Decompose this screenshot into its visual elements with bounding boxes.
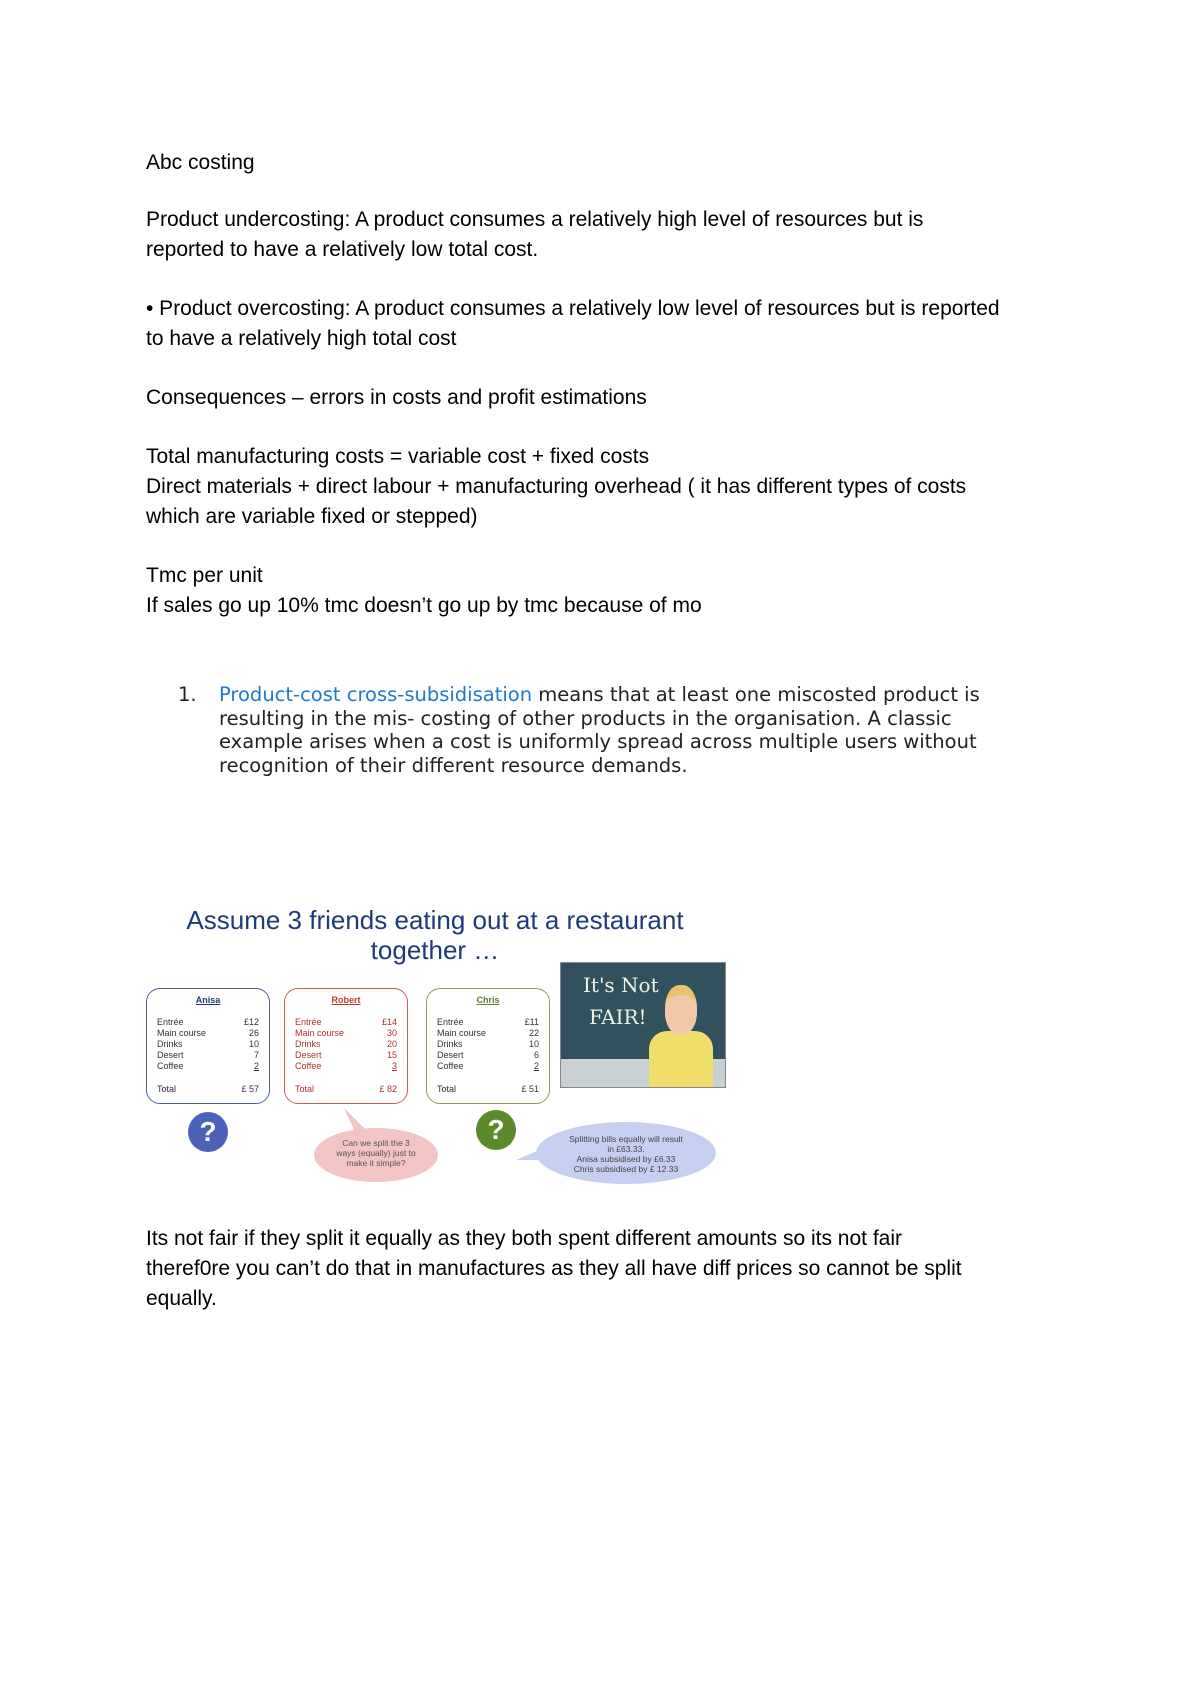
bill-card-name: Robert <box>331 995 361 1005</box>
bill-items <box>157 1017 259 1072</box>
slide-title <box>146 905 724 965</box>
restaurant-slide-image <box>146 900 724 1190</box>
bill-item-label: Entrée <box>295 1017 322 1027</box>
bill-item-label: Drinks <box>295 1039 321 1049</box>
speech-bubble-blue <box>536 1122 716 1184</box>
tmc-paragraph <box>146 442 1086 532</box>
speech-bubble-blue-text <box>536 1122 716 1174</box>
bubble-blue-line-4: Chris subsidised by £ 12.33 <box>573 1164 679 1174</box>
bill-card-robert <box>284 988 408 1104</box>
bill-item-label: Desert <box>437 1050 464 1060</box>
bill-row <box>295 1050 397 1061</box>
bill-row <box>437 1017 539 1028</box>
bill-item-value: 26 <box>248 1028 259 1038</box>
bill-row <box>157 1061 259 1072</box>
per-unit-line-1: Tmc per unit <box>146 564 263 587</box>
bill-row <box>157 1028 259 1039</box>
girl-figure-head <box>665 985 697 1035</box>
cross-subsidisation-link[interactable]: Product-cost cross-subsidisation <box>219 683 533 706</box>
bill-total-label: Total <box>437 1084 457 1094</box>
bill-item-label: Coffee <box>295 1061 322 1071</box>
bill-item-value: 10 <box>528 1039 539 1049</box>
bill-row <box>437 1039 539 1050</box>
bill-item-label: Main course <box>157 1028 207 1038</box>
bill-item-label: Drinks <box>437 1039 463 1049</box>
bill-item-label: Entrée <box>437 1017 464 1027</box>
undercosting-line-2: reported to have a relatively low total cost. <box>146 238 539 261</box>
bill-item-value: £12 <box>243 1017 259 1027</box>
question-mark-icon: ? <box>476 1110 516 1150</box>
bill-item-value: 30 <box>386 1028 397 1038</box>
bill-item-value: 2 <box>533 1061 539 1071</box>
bill-item-label: Main course <box>295 1028 345 1038</box>
list-number: 1. <box>178 683 197 706</box>
overcosting-line-2: to have a relatively high total cost <box>146 327 457 350</box>
bill-card-name: Chris <box>476 995 500 1005</box>
bill-item-value: 2 <box>253 1061 259 1071</box>
bill-row <box>437 1061 539 1072</box>
bill-item-label: Desert <box>295 1050 322 1060</box>
consequences-paragraph: Consequences – errors in costs and profit estimations <box>146 386 647 409</box>
bill-total-label: Total <box>295 1084 315 1094</box>
conclusion-line-1: Its not fair if they split it equally as they both spent different amounts so its not fair <box>146 1227 903 1250</box>
per-unit-line-2: If sales go up 10% tmc doesn’t go up by tmc because of mo <box>146 594 702 617</box>
bill-item-value: 22 <box>528 1028 539 1038</box>
bill-total-label: Total <box>157 1084 177 1094</box>
bill-card-name: Anisa <box>195 995 221 1005</box>
bill-item-label: Desert <box>157 1050 184 1060</box>
speech-bubble-red-text: Can we split the 3 ways (equally) just to make it simple? <box>336 1138 416 1168</box>
bubble-blue-line-2: in £63.33. <box>607 1144 645 1154</box>
bill-total <box>295 1084 397 1095</box>
list-item-line-1-text: means that at least one miscosted product is <box>532 683 980 706</box>
bill-item-value: 10 <box>248 1039 259 1049</box>
undercosting-line-1: Product undercosting: A product consumes a relatively high level of resources but is <box>146 208 924 231</box>
bill-total-value: £ 82 <box>379 1084 397 1094</box>
bill-item-value: 15 <box>386 1050 397 1060</box>
bill-row <box>295 1061 397 1072</box>
bill-row <box>295 1039 397 1050</box>
bubble-blue-line-1: Splitting bills equally will result <box>569 1134 683 1144</box>
bill-total-value: £ 51 <box>521 1084 539 1094</box>
bill-item-value: 20 <box>386 1039 397 1049</box>
conclusion-line-3: equally. <box>146 1287 217 1310</box>
conclusion-line-2: theref0re you can’t do that in manufactures as they all have diff prices so cannot be split <box>146 1257 962 1280</box>
list-item-line-4: recognition of their different resource demands. <box>219 753 688 777</box>
document-heading: Abc costing <box>146 151 255 174</box>
list-item-body <box>219 683 1059 777</box>
bill-item-label: Drinks <box>157 1039 183 1049</box>
list-item-line-1 <box>219 683 1059 707</box>
bill-item-label: Coffee <box>437 1061 464 1071</box>
tmc-line-2: Direct materials + direct labour + manufacturing overhead ( it has different types of costs <box>146 475 967 498</box>
bill-row <box>157 1050 259 1061</box>
bill-total <box>157 1084 259 1095</box>
not-fair-photo <box>560 962 726 1088</box>
bill-item-value: £14 <box>381 1017 397 1027</box>
bill-card-chris <box>426 988 550 1104</box>
bill-item-label: Coffee <box>157 1061 184 1071</box>
bill-row <box>437 1050 539 1061</box>
per-unit-paragraph <box>146 561 1086 621</box>
bill-row <box>157 1039 259 1050</box>
bubble-blue-line-3: Anisa subsidised by £6.33 <box>576 1154 676 1164</box>
tmc-line-1: Total manufacturing costs = variable cost + fixed costs <box>146 445 650 468</box>
chalk-text-line-2: FAIR! <box>589 1005 647 1029</box>
slide-title-line-1: Assume 3 friends eating out at a restaurant <box>186 905 684 935</box>
speech-bubble-red <box>314 1128 438 1182</box>
conclusion-paragraph <box>146 1224 1086 1314</box>
girl-figure-body <box>649 1031 713 1088</box>
question-mark-icon: ? <box>188 1112 228 1152</box>
bill-row <box>437 1028 539 1039</box>
overcosting-paragraph <box>146 294 1086 354</box>
bill-items <box>437 1017 539 1072</box>
bill-row <box>157 1017 259 1028</box>
list-item-line-3: example arises when a cost is uniformly spread across multiple users without <box>219 730 977 753</box>
bill-item-value: 6 <box>533 1050 539 1060</box>
bill-total <box>437 1084 539 1095</box>
bill-total-value: £ 57 <box>241 1084 259 1094</box>
overcosting-line-1: • Product overcosting: A product consumes a relatively low level of resources but is reported <box>146 297 1000 320</box>
tmc-line-3: which are variable fixed or stepped) <box>146 505 478 528</box>
bill-row <box>295 1017 397 1028</box>
bill-items <box>295 1017 397 1072</box>
chalk-text-line-1: It's Not <box>583 973 659 997</box>
undercosting-paragraph <box>146 205 1086 265</box>
bill-card-anisa <box>146 988 270 1104</box>
list-item-line-2: resulting in the mis- costing of other products in the organisation. A classic <box>219 706 952 730</box>
bill-item-label: Entrée <box>157 1017 184 1027</box>
bill-item-value: 7 <box>253 1050 259 1060</box>
slide-title-line-2: together … <box>370 935 500 965</box>
bill-item-value: £11 <box>524 1017 539 1027</box>
bill-item-value: 3 <box>391 1061 397 1071</box>
bill-item-label: Main course <box>437 1028 487 1038</box>
bill-row <box>295 1028 397 1039</box>
